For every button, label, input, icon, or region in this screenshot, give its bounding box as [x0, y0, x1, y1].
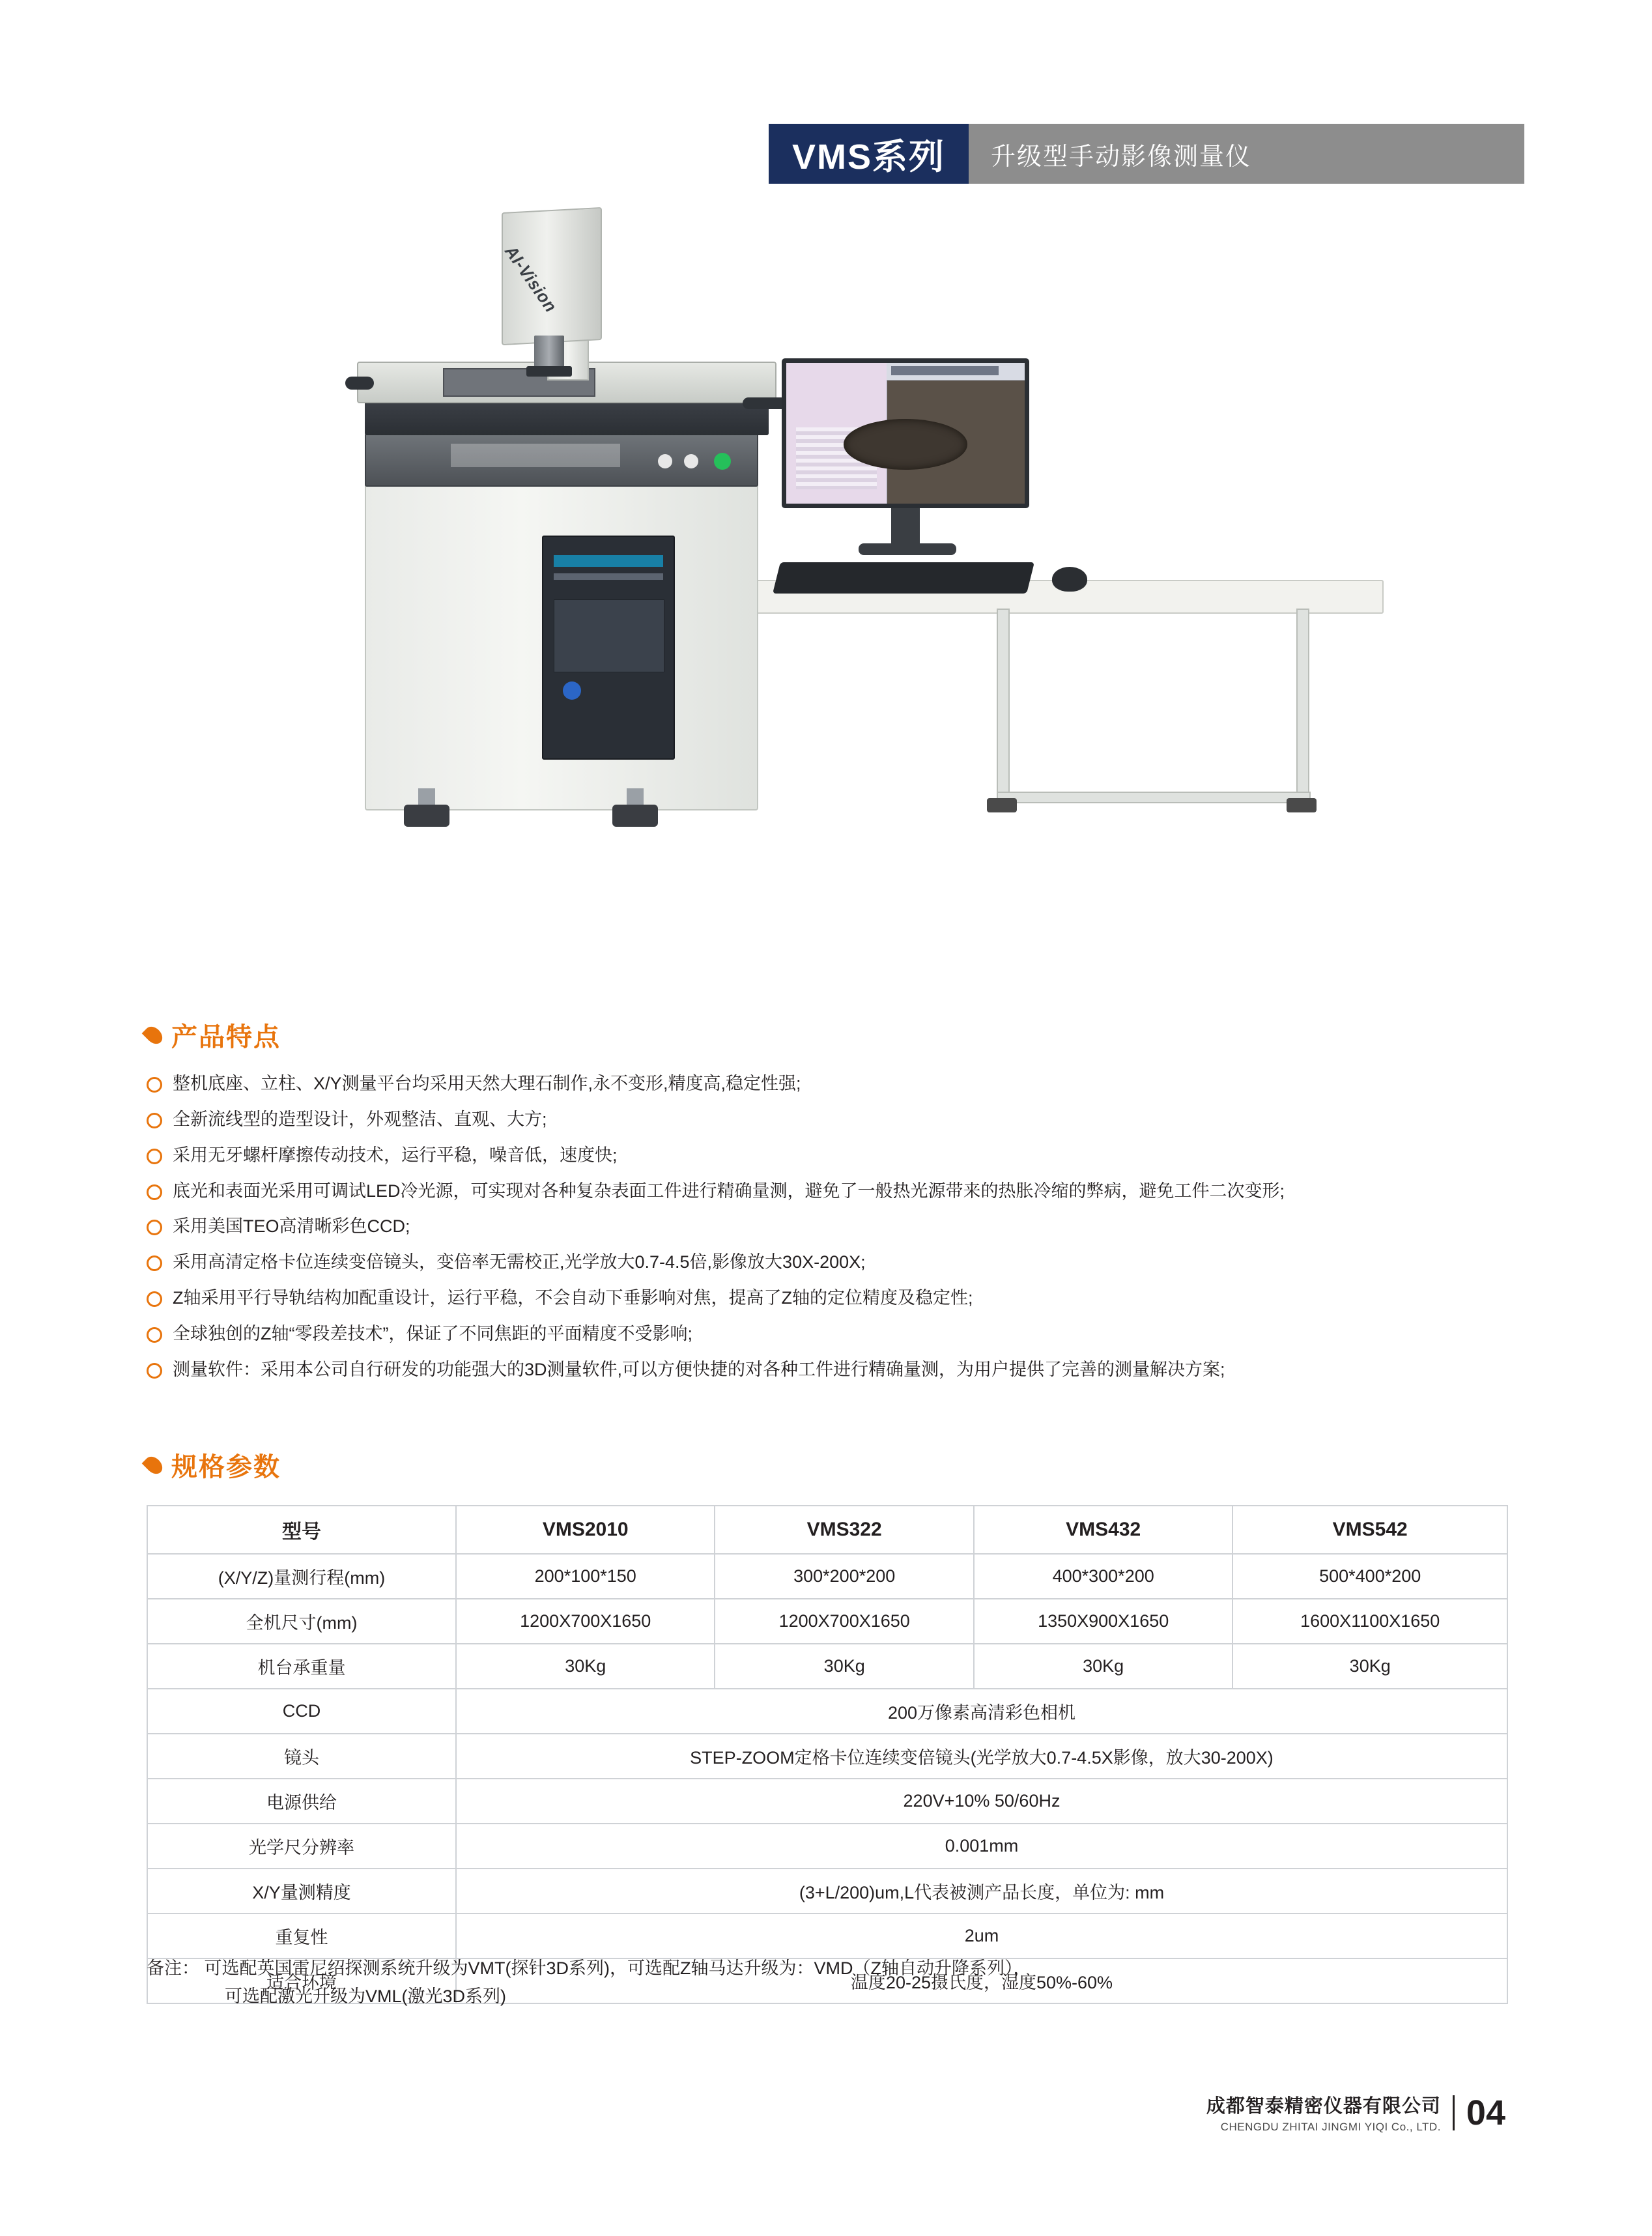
lens-ring: [526, 366, 572, 377]
cell: 200万像素高清彩色相机: [456, 1689, 1507, 1734]
list-item: [147, 1178, 1285, 1205]
cell: 400*300*200: [974, 1554, 1232, 1599]
specs-section: [147, 1446, 281, 1484]
bullet-icon: [147, 1255, 162, 1271]
desk-foot-left: [987, 798, 1017, 812]
tower-panel: [554, 599, 664, 672]
company-name-en: CHENGDU ZHITAI JINGMI YIQI Co., LTD.: [1220, 2121, 1441, 2133]
machine-head: [502, 207, 602, 345]
desk-leg-right: [1296, 609, 1309, 807]
tower-strip: [554, 555, 663, 567]
monitor-screen: [786, 363, 1025, 504]
feature-text: 全新流线型的造型设计，外观整洁、直观、大方;: [173, 1109, 547, 1129]
power-indicator-icon: [714, 453, 731, 470]
note-line-1: 备注： 可选配英国雷尼绍探测系统升级为VMT(探针3D系列)，可选配Z轴马达升级为：VMD（Z轴自动升降系列），: [147, 1958, 1031, 1978]
bullet-icon: [147, 1077, 162, 1093]
feature-text: 采用美国TEO高清晰彩色CCD;: [173, 1216, 410, 1237]
machine-logo: AI-Vision: [501, 241, 562, 317]
features-title-row: [147, 1016, 1285, 1054]
series-title: VMS系列: [769, 124, 969, 184]
cell: 30Kg: [715, 1644, 973, 1689]
table-row: [147, 1869, 1507, 1914]
bullet-icon: [147, 1220, 162, 1235]
table-row: [147, 1554, 1507, 1599]
column-header: VMS432: [974, 1506, 1232, 1554]
row-label: 适合环境: [147, 1958, 456, 2003]
row-label: 重复性: [147, 1914, 456, 1958]
table-row: [147, 1734, 1507, 1779]
list-item: [147, 1106, 1285, 1134]
software-measured-part: [844, 419, 967, 470]
desk-foot-bar: [997, 792, 1311, 803]
row-label: 镜头: [147, 1734, 456, 1779]
feature-text: Z轴采用平行导轨结构加配重设计，运行平稳，不会自动下垂影响对焦，提高了Z轴的定位精度及稳定性;: [173, 1288, 973, 1308]
cell: 2um: [456, 1914, 1507, 1958]
computer-tower: [542, 536, 675, 760]
row-label: 电源供给: [147, 1779, 456, 1824]
cell: 30Kg: [974, 1644, 1232, 1689]
row-label: X/Y量测精度: [147, 1869, 456, 1914]
features-section: [147, 1016, 1285, 1392]
company-name-cn: 成都智泰精密仪器有限公司: [1206, 2096, 1441, 2117]
cell: 200*100*150: [456, 1554, 715, 1599]
monitor-base: [859, 543, 956, 555]
features-title: 产品特点: [171, 1023, 281, 1052]
cell: 温度20-25摄氏度，湿度50%-60%: [456, 1958, 1507, 2003]
cell: (3+L/200)um,L代表被测产品长度，单位为: mm: [456, 1869, 1507, 1914]
feature-text: 整机底座、立柱、X/Y测量平台均采用天然大理石制作,永不变形,精度高,稳定性强;: [173, 1074, 801, 1093]
specs-note: [147, 1955, 1031, 2011]
cell: 1200X700X1650: [456, 1599, 715, 1644]
header-banner: [769, 124, 1524, 184]
table-row: [147, 1599, 1507, 1644]
list-item: [147, 1142, 1285, 1169]
table-row-header: [147, 1506, 1507, 1554]
cell: 1350X900X1650: [974, 1599, 1232, 1644]
list-item: [147, 1249, 1285, 1276]
bullet-icon: [147, 1184, 162, 1200]
feature-text: 采用高清定格卡位连续变倍镜头，变倍率无需校正,光学放大0.7-4.5倍,影像放大30X-200X;: [173, 1252, 866, 1272]
table-row: [147, 1644, 1507, 1689]
specs-table-wrap: [147, 1505, 1508, 2004]
drop-icon: [142, 1453, 166, 1477]
bullet-icon: [147, 1113, 162, 1128]
bullet-icon: [147, 1327, 162, 1343]
specs-title-row: [147, 1446, 281, 1484]
cell: 30Kg: [1232, 1644, 1507, 1689]
tower-strip-secondary: [554, 573, 663, 580]
cell: 300*200*200: [715, 1554, 973, 1599]
monitor: [782, 358, 1029, 508]
row-label: (X/Y/Z)量测行程(mm): [147, 1554, 456, 1599]
tower-power-button: [563, 681, 581, 700]
drop-icon: [142, 1023, 166, 1047]
column-header: VMS542: [1232, 1506, 1507, 1554]
machine-foot-right: [612, 805, 658, 827]
bullet-icon: [147, 1291, 162, 1307]
machine-cabinet: [365, 482, 758, 810]
cell: 30Kg: [456, 1644, 715, 1689]
features-list: [147, 1070, 1285, 1384]
software-toolbar-field: [891, 366, 999, 375]
note-line-2: 可选配激光升级为VML(激光3D系列): [225, 1986, 507, 2007]
specs-table: [147, 1505, 1508, 2004]
specs-title: 规格参数: [171, 1453, 281, 1482]
monitor-neck: [891, 508, 920, 547]
list-item: [147, 1321, 1285, 1348]
cell: 220V+10% 50/60Hz: [456, 1779, 1507, 1824]
column-header: VMS2010: [456, 1506, 715, 1554]
cell: STEP-ZOOM定格卡位连续变倍镜头(光学放大0.7-4.5X影像，放大30-200X): [456, 1734, 1507, 1779]
footer: [1206, 2091, 1505, 2134]
bullet-icon: [147, 1149, 162, 1164]
control-knob-icon: [684, 454, 698, 468]
list-item: [147, 1356, 1285, 1384]
row-label: CCD: [147, 1689, 456, 1734]
column-header: 型号: [147, 1506, 456, 1554]
feature-text: 采用无牙螺杆摩擦传动技术，运行平稳，噪音低，速度快;: [173, 1145, 618, 1165]
machine-foot-left: [404, 805, 449, 827]
page-number: 04: [1466, 2093, 1505, 2132]
keyboard: [773, 562, 1034, 594]
cell: 500*400*200: [1232, 1554, 1507, 1599]
control-panel-label: [451, 444, 620, 467]
mouse: [1052, 567, 1087, 592]
cell: 1200X700X1650: [715, 1599, 973, 1644]
list-item: [147, 1285, 1285, 1312]
footer-company: [1206, 2091, 1441, 2134]
table-row: [147, 1779, 1507, 1824]
cell: 1600X1100X1650: [1232, 1599, 1507, 1644]
column-header: VMS322: [715, 1506, 973, 1554]
row-label: 机台承重量: [147, 1644, 456, 1689]
bullet-icon: [147, 1363, 162, 1379]
list-item: [147, 1213, 1285, 1240]
machine-control-panel: [365, 433, 758, 487]
table-row: [147, 1824, 1507, 1869]
list-item: [147, 1070, 1285, 1098]
desk-leg-left: [997, 609, 1010, 807]
cell: 0.001mm: [456, 1824, 1507, 1869]
row-label: 全机尺寸(mm): [147, 1599, 456, 1644]
feature-text: 底光和表面光采用可调试LED冷光源，可实现对各种复杂表面工件进行精确量测，避免了一般热光源带来的热胀冷缩的弊病，避免工件二次变形;: [173, 1181, 1285, 1201]
footer-divider: [1453, 2095, 1455, 2130]
stage-knob-left: [345, 377, 374, 390]
feature-text: 全球独创的Z轴“零段差技术”，保证了不同焦距的平面精度不受影响;: [173, 1323, 692, 1343]
feature-text: 测量软件：采用本公司自行研发的功能强大的3D测量软件,可以方便快捷的对各种工件进行精确量测，为用户提供了完善的测量解决方案;: [173, 1359, 1225, 1379]
series-subtitle: 升级型手动影像测量仪: [969, 124, 1524, 184]
table-row: [147, 1914, 1507, 1958]
row-label: 光学尺分辨率: [147, 1824, 456, 1869]
product-photo: [339, 202, 1381, 977]
control-knob-secondary-icon: [658, 454, 672, 468]
table-row: [147, 1689, 1507, 1734]
desk-foot-right: [1287, 798, 1317, 812]
